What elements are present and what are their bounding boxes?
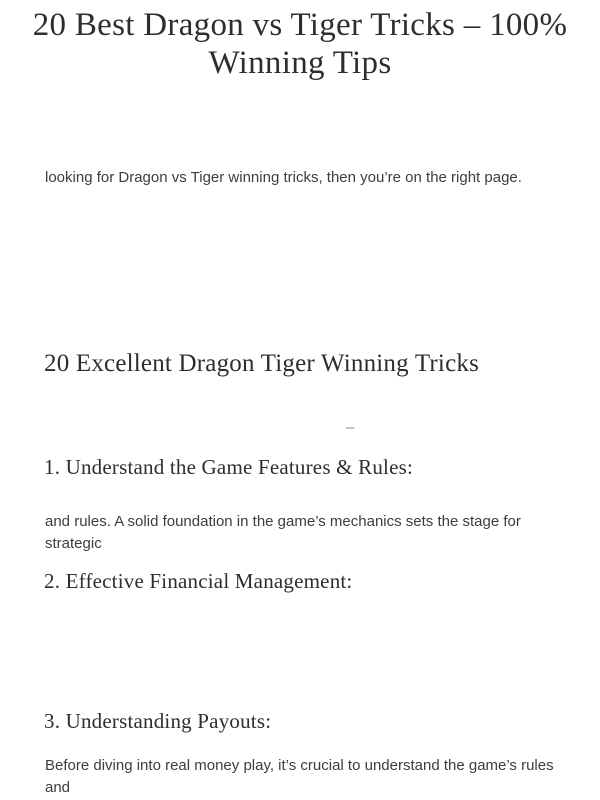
page-title-line-1: 20 Best Dragon vs Tiger Tricks – 100% — [32, 7, 568, 43]
section-heading: 20 Excellent Dragon Tiger Winning Tricks — [44, 350, 480, 377]
page-title — [0, 6, 600, 82]
intro-paragraph: looking for Dragon vs Tiger winning tricks, then you’re on the right page. — [45, 169, 522, 186]
trick-3-body: Before diving into real money play, it’s crucial to understand the game’s rules and — [45, 757, 554, 796]
trick-3-heading: 3. Understanding Payouts: — [44, 709, 272, 733]
separator-dash: – — [346, 419, 355, 436]
trick-2-heading: 2. Effective Financial Management: — [44, 569, 353, 593]
page-title-line-2: Winning Tips — [208, 45, 392, 81]
trick-1-body: and rules. A solid foundation in the game’s mechanics sets the stage for strategic — [45, 513, 521, 552]
trick-1-heading: 1. Understand the Game Features & Rules: — [44, 455, 413, 479]
